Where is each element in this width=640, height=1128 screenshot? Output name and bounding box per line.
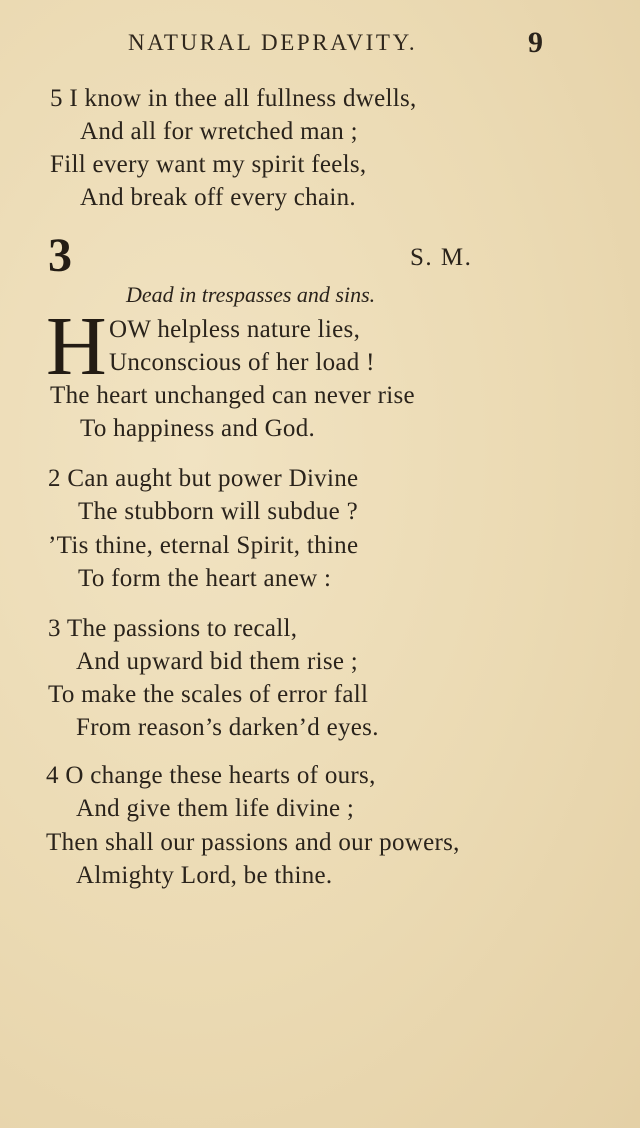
verse-line: And upward bid them rise ; <box>76 648 359 675</box>
verse-line: 2 Can aught but power Divine <box>48 465 359 492</box>
verse-line: ’Tis thine, eternal Spirit, thine <box>48 532 359 559</box>
hymn-subtitle: Dead in trespasses and sins. <box>126 282 376 307</box>
verse-line: 4 O change these hearts of ours, <box>46 762 376 789</box>
verse-line: Almighty Lord, be thine. <box>76 862 333 889</box>
page-number: 9 <box>528 26 543 59</box>
verse-line: From reason’s darken’d eyes. <box>76 714 379 741</box>
verse-line: And all for wretched man ; <box>80 118 358 145</box>
hymn-meter: S. M. <box>410 244 473 271</box>
verse-line: 5 I know in thee all fullness dwells, <box>50 85 417 112</box>
verse-line: The stubborn will subdue ? <box>78 498 358 525</box>
verse-line: 3 The passions to recall, <box>48 615 298 642</box>
verse-line: To form the heart anew : <box>78 565 332 592</box>
verse-line: OW helpless nature lies, <box>109 316 361 343</box>
verse-line: And give them life divine ; <box>76 795 355 822</box>
verse-line: Then shall our passions and our powers, <box>46 829 460 856</box>
verse-line: To happiness and God. <box>80 415 316 442</box>
running-title: NATURAL DEPRAVITY. <box>128 30 418 55</box>
drop-cap: H <box>46 300 107 393</box>
verse-line: And break off every chain. <box>80 184 356 211</box>
verse-line: To make the scales of error fall <box>48 681 369 708</box>
verse-line: Unconscious of her load ! <box>109 349 375 376</box>
verse-line: Fill every want my spirit feels, <box>50 151 367 178</box>
verse-line: The heart unchanged can never rise <box>50 382 415 409</box>
page-header <box>0 26 640 66</box>
hymn-number: 3 <box>48 229 72 282</box>
